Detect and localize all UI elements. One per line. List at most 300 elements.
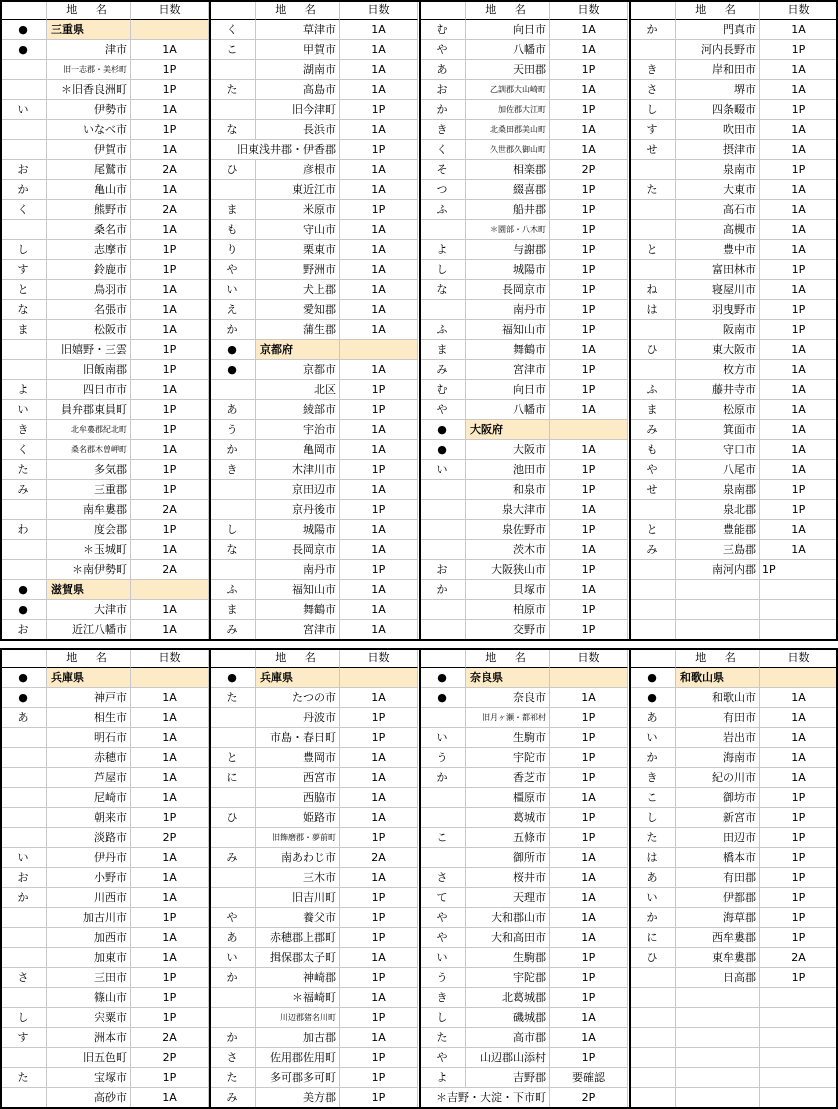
index-cell <box>419 808 466 828</box>
table-row <box>419 100 628 120</box>
table-row <box>629 380 838 400</box>
index-cell: い <box>629 888 676 908</box>
place-name: 泉佐野市 <box>466 520 550 540</box>
index-cell <box>0 540 47 560</box>
place-name: ＊旧香良洲町 <box>47 80 131 100</box>
index-cell: わ <box>0 520 47 540</box>
place-name: たつの市 <box>256 688 340 708</box>
place-name: 大和高田市 <box>466 928 550 948</box>
place-name: 赤穂郡上郡町 <box>256 928 340 948</box>
index-cell: み <box>209 620 256 640</box>
days-value <box>131 20 209 40</box>
place-name: 摂津市 <box>676 140 760 160</box>
table-row <box>0 360 209 380</box>
index-cell: な <box>209 540 256 560</box>
table-row <box>209 260 418 280</box>
days-value: 1A <box>550 1008 628 1028</box>
index-cell: い <box>0 400 47 420</box>
days-value: 1A <box>340 688 418 708</box>
index-cell: や <box>419 928 466 948</box>
place-name: 熊野市 <box>47 200 131 220</box>
place-name: 尼崎市 <box>47 788 131 808</box>
index-cell <box>419 220 466 240</box>
place-name: 有田郡 <box>676 868 760 888</box>
days-value: 1A <box>550 928 628 948</box>
table-row <box>419 200 628 220</box>
days-value <box>760 1008 838 1028</box>
place-name: 神崎郡 <box>256 968 340 988</box>
table-row <box>209 868 418 888</box>
index-cell: は <box>629 848 676 868</box>
table-row <box>0 220 209 240</box>
table-row <box>209 1048 418 1068</box>
days-value: 1A <box>131 688 209 708</box>
index-cell <box>419 848 466 868</box>
days-value: 1P <box>760 160 838 180</box>
days-value: 2A <box>131 200 209 220</box>
place-name: 旧飾磨郡・夢前町 <box>256 828 340 848</box>
table-row <box>419 728 628 748</box>
place-name: 南河内郡 <box>676 560 760 580</box>
index-cell: き <box>629 60 676 80</box>
prefecture-header-row <box>209 340 418 360</box>
place-name: 朝来市 <box>47 808 131 828</box>
days-value: 1A <box>550 80 628 100</box>
table-row <box>209 928 418 948</box>
place-name: 守口市 <box>676 440 760 460</box>
prefecture-name: 滋賀県 <box>47 580 131 600</box>
place-name <box>676 988 760 1008</box>
index-cell: か <box>0 180 47 200</box>
index-cell: か <box>209 440 256 460</box>
place-name: 姫路市 <box>256 808 340 828</box>
days-value: 1A <box>760 768 838 788</box>
days-value: 1A <box>550 868 628 888</box>
table-row <box>209 688 418 708</box>
place-name: 伊丹市 <box>47 848 131 868</box>
place-name: 四条畷市 <box>676 100 760 120</box>
days-value: 1A <box>760 400 838 420</box>
days-value: 1A <box>340 788 418 808</box>
table-row <box>209 400 418 420</box>
place-name: 海南市 <box>676 748 760 768</box>
index-cell: つ <box>419 180 466 200</box>
days-value: 1A <box>550 340 628 360</box>
place-name: 鈴鹿市 <box>47 260 131 280</box>
table-row <box>209 620 418 640</box>
place-name: 名張市 <box>47 300 131 320</box>
table-row <box>209 708 418 728</box>
table-row <box>629 848 838 868</box>
place-name: 和泉市 <box>466 480 550 500</box>
column-divider <box>0 0 2 641</box>
days-value: 1A <box>340 1028 418 1048</box>
empty-row <box>209 640 418 641</box>
days-value: 1A <box>760 140 838 160</box>
place-name: 西脇市 <box>256 788 340 808</box>
place-name: 城陽市 <box>256 520 340 540</box>
table-row <box>629 260 838 280</box>
days-value: 1P <box>131 360 209 380</box>
empty-row <box>629 988 838 1008</box>
days-value <box>760 640 838 641</box>
place-name: 乙訓郡大山崎町 <box>466 80 550 100</box>
column-divider <box>629 648 631 1109</box>
prefecture-name: 兵庫県 <box>256 668 340 688</box>
place-name: 近江八幡市 <box>47 620 131 640</box>
place-name: 長岡京市 <box>256 540 340 560</box>
index-cell <box>0 988 47 1008</box>
header-row <box>419 648 628 668</box>
empty-row <box>629 600 838 620</box>
index-cell: み <box>629 540 676 560</box>
top-column-4 <box>629 0 838 641</box>
index-cell: し <box>0 1008 47 1028</box>
days-value: 1A <box>131 748 209 768</box>
days-value: 1P <box>550 320 628 340</box>
table-row <box>0 80 209 100</box>
header-row <box>209 648 418 668</box>
table-row <box>209 520 418 540</box>
place-name: 宇治市 <box>256 420 340 440</box>
index-cell: か <box>0 888 47 908</box>
place-name: 宍粟市 <box>47 1008 131 1028</box>
place-name: 美方郡 <box>256 1088 340 1108</box>
days-value: 1A <box>340 580 418 600</box>
table-row <box>419 520 628 540</box>
index-cell: き <box>419 988 466 1008</box>
days-value: 1A <box>550 1028 628 1048</box>
index-cell: し <box>419 1008 466 1028</box>
index-cell <box>0 828 47 848</box>
index-cell <box>629 260 676 280</box>
table-row <box>209 140 418 160</box>
index-cell <box>209 728 256 748</box>
place-name: 茨木市 <box>466 540 550 560</box>
index-cell: や <box>419 908 466 928</box>
days-value: 1A <box>340 240 418 260</box>
table-row <box>0 460 209 480</box>
table-row <box>209 1028 418 1048</box>
table-row <box>629 908 838 928</box>
place-name: 北区 <box>256 380 340 400</box>
place-name: 京田辺市 <box>256 480 340 500</box>
place-name: 亀山市 <box>47 180 131 200</box>
place-name: 淡路市 <box>47 828 131 848</box>
days-value: 1P <box>550 988 628 1008</box>
index-cell: す <box>629 120 676 140</box>
place-name: 阪南市 <box>676 320 760 340</box>
index-cell: す <box>0 260 47 280</box>
table-row <box>0 828 209 848</box>
table-row <box>209 828 418 848</box>
prefecture-header-row <box>419 420 628 440</box>
days-value: 2P <box>131 828 209 848</box>
index-cell: ま <box>0 320 47 340</box>
table-row <box>419 320 628 340</box>
days-value: 1A <box>760 360 838 380</box>
place-name: 赤穂市 <box>47 748 131 768</box>
days-value: 1A <box>340 440 418 460</box>
place-name <box>676 1048 760 1068</box>
index-cell: お <box>419 560 466 580</box>
index-cell <box>629 220 676 240</box>
index-cell: ひ <box>209 808 256 828</box>
place-name: 大津市 <box>47 600 131 620</box>
place-name: 東牟婁郡 <box>676 948 760 968</box>
index-cell <box>0 340 47 360</box>
days-value: 1P <box>760 868 838 888</box>
header-place-name: 地 名 <box>256 0 340 20</box>
header-days: 日数 <box>340 0 418 20</box>
place-name: 御所市 <box>466 848 550 868</box>
place-name: 北牟婁郡紀北町 <box>47 420 131 440</box>
table-row <box>0 300 209 320</box>
table-row <box>0 988 209 1008</box>
table-row <box>0 1048 209 1068</box>
table-row <box>209 280 418 300</box>
days-value: 1P <box>760 320 838 340</box>
header-index <box>209 0 256 20</box>
index-cell: ま <box>419 340 466 360</box>
table-row <box>419 120 628 140</box>
index-cell <box>0 748 47 768</box>
days-value: 1P <box>340 708 418 728</box>
prefecture-marker: ● <box>0 20 47 40</box>
days-value: 1A <box>131 848 209 868</box>
table-row <box>419 828 628 848</box>
place-name: 三島郡 <box>676 540 760 560</box>
days-value: 2A <box>131 160 209 180</box>
days-value: 1A <box>550 40 628 60</box>
index-cell <box>0 768 47 788</box>
index-cell: き <box>0 420 47 440</box>
place-name: 富田林市 <box>676 260 760 280</box>
days-value: 1P <box>131 340 209 360</box>
days-value: 1P <box>550 360 628 380</box>
table-row <box>629 748 838 768</box>
index-cell <box>209 788 256 808</box>
index-cell: お <box>419 80 466 100</box>
place-name: 長浜市 <box>256 120 340 140</box>
table-row <box>209 200 418 220</box>
table-row <box>0 748 209 768</box>
index-cell <box>209 60 256 80</box>
header-place-name: 地 名 <box>676 648 760 668</box>
days-value: 1P <box>340 728 418 748</box>
days-value: 1A <box>131 708 209 728</box>
place-name: 門真市 <box>676 20 760 40</box>
days-value: 1P <box>340 888 418 908</box>
place-name: 紀の川市 <box>676 768 760 788</box>
place-name <box>676 1068 760 1088</box>
place-name: 旧東浅井郡・伊香郡 <box>209 140 340 160</box>
days-value: 1P <box>131 60 209 80</box>
table-row <box>419 1048 628 1068</box>
index-cell: お <box>0 620 47 640</box>
prefecture-marker: ● <box>419 420 466 440</box>
table-row <box>629 948 838 968</box>
place-name: 生駒市 <box>466 728 550 748</box>
days-value <box>131 640 209 641</box>
days-value: 1P <box>131 80 209 100</box>
table-row <box>0 240 209 260</box>
table-row <box>419 140 628 160</box>
header-row <box>0 648 209 668</box>
table-row <box>419 888 628 908</box>
days-value: 2A <box>340 848 418 868</box>
days-value: 1A <box>340 768 418 788</box>
table-row <box>419 260 628 280</box>
place-name: 川西市 <box>47 888 131 908</box>
index-cell <box>419 708 466 728</box>
index-cell: よ <box>419 1068 466 1088</box>
table-row <box>0 180 209 200</box>
table-row <box>209 240 418 260</box>
table-row <box>419 708 628 728</box>
table-row <box>629 728 838 748</box>
days-value <box>760 1028 838 1048</box>
place-name: 芦屋市 <box>47 768 131 788</box>
index-cell: や <box>419 1048 466 1068</box>
table-row <box>419 600 628 620</box>
days-value: 1A <box>760 340 838 360</box>
days-value: 1A <box>131 180 209 200</box>
header-index <box>0 0 47 20</box>
days-value <box>340 640 418 641</box>
index-cell: か <box>629 20 676 40</box>
table-row <box>419 540 628 560</box>
column-divider <box>419 0 421 641</box>
table-row <box>629 868 838 888</box>
empty-row <box>629 1068 838 1088</box>
place-name: 三田市 <box>47 968 131 988</box>
table-row <box>629 60 838 80</box>
table-row <box>0 848 209 868</box>
days-value: 1P <box>550 480 628 500</box>
days-value: 1A <box>340 988 418 1008</box>
table-row <box>419 1028 628 1048</box>
table-row <box>0 320 209 340</box>
days-value: 1A <box>131 1088 209 1108</box>
days-value: 2A <box>131 560 209 580</box>
table-row <box>629 40 838 60</box>
days-value: 1A <box>340 480 418 500</box>
bottom-column-3 <box>419 648 628 1109</box>
prefecture-header-row <box>629 668 838 688</box>
days-value: 1A <box>550 120 628 140</box>
index-cell <box>0 560 47 580</box>
place-name: 旧飯南郡 <box>47 360 131 380</box>
place-name: 豊岡市 <box>256 748 340 768</box>
table-row <box>209 808 418 828</box>
prefecture-header-row <box>0 668 209 688</box>
index-cell: う <box>419 748 466 768</box>
index-cell: み <box>419 360 466 380</box>
index-cell: ● <box>0 688 47 708</box>
days-value: 1P <box>550 220 628 240</box>
index-cell <box>419 520 466 540</box>
index-cell: く <box>209 20 256 40</box>
days-value: 1P <box>760 788 838 808</box>
place-name: 綾部市 <box>256 400 340 420</box>
table-row <box>0 788 209 808</box>
index-cell: も <box>629 440 676 460</box>
days-value: 1P <box>550 380 628 400</box>
days-value <box>340 668 418 688</box>
days-value: 1P <box>340 968 418 988</box>
place-name: ＊玉城町 <box>47 540 131 560</box>
place-name: 高槻市 <box>676 220 760 240</box>
empty-row <box>629 620 838 640</box>
place-name: 貝塚市 <box>466 580 550 600</box>
index-cell: な <box>209 120 256 140</box>
place-name: 枚方市 <box>676 360 760 380</box>
prefecture-header-row <box>0 580 209 600</box>
index-cell: た <box>209 1068 256 1088</box>
table-row <box>209 600 418 620</box>
table-row <box>629 320 838 340</box>
place-name: 宝塚市 <box>47 1068 131 1088</box>
days-value: 1P <box>131 520 209 540</box>
index-cell <box>419 540 466 560</box>
table-row <box>629 80 838 100</box>
place-name: 吹田市 <box>676 120 760 140</box>
place-name: 御坊市 <box>676 788 760 808</box>
index-cell <box>419 640 466 641</box>
place-name: 市島・春日町 <box>256 728 340 748</box>
days-value: 1A <box>760 240 838 260</box>
index-cell: か <box>629 748 676 768</box>
days-value <box>760 620 838 640</box>
table-row <box>419 460 628 480</box>
place-name: 加古郡 <box>256 1028 340 1048</box>
table-row <box>419 340 628 360</box>
days-value: 1A <box>131 280 209 300</box>
days-value: 1A <box>760 540 838 560</box>
place-name: 明石市 <box>47 728 131 748</box>
days-value: 1A <box>131 600 209 620</box>
index-cell <box>0 60 47 80</box>
prefecture-name: 兵庫県 <box>47 668 131 688</box>
place-name <box>676 1008 760 1028</box>
table-row <box>419 1068 628 1088</box>
index-cell <box>0 788 47 808</box>
index-cell: み <box>209 848 256 868</box>
days-value: 1P <box>760 828 838 848</box>
index-cell <box>419 300 466 320</box>
table-row <box>419 360 628 380</box>
place-name: ＊福崎町 <box>256 988 340 1008</box>
index-cell <box>419 600 466 620</box>
table-row <box>209 120 418 140</box>
place-name: 豊中市 <box>676 240 760 260</box>
place-name <box>676 640 760 641</box>
days-value: 1A <box>340 868 418 888</box>
days-value: 1P <box>550 460 628 480</box>
prefecture-marker: ● <box>0 580 47 600</box>
place-name: 神戸市 <box>47 688 131 708</box>
table-row <box>0 688 209 708</box>
index-cell: な <box>419 280 466 300</box>
index-cell: や <box>209 908 256 928</box>
index-cell <box>629 988 676 1008</box>
days-value: 1A <box>760 280 838 300</box>
place-name: 伊勢市 <box>47 100 131 120</box>
index-cell: り <box>209 240 256 260</box>
place-name: 相楽郡 <box>466 160 550 180</box>
index-cell <box>0 220 47 240</box>
